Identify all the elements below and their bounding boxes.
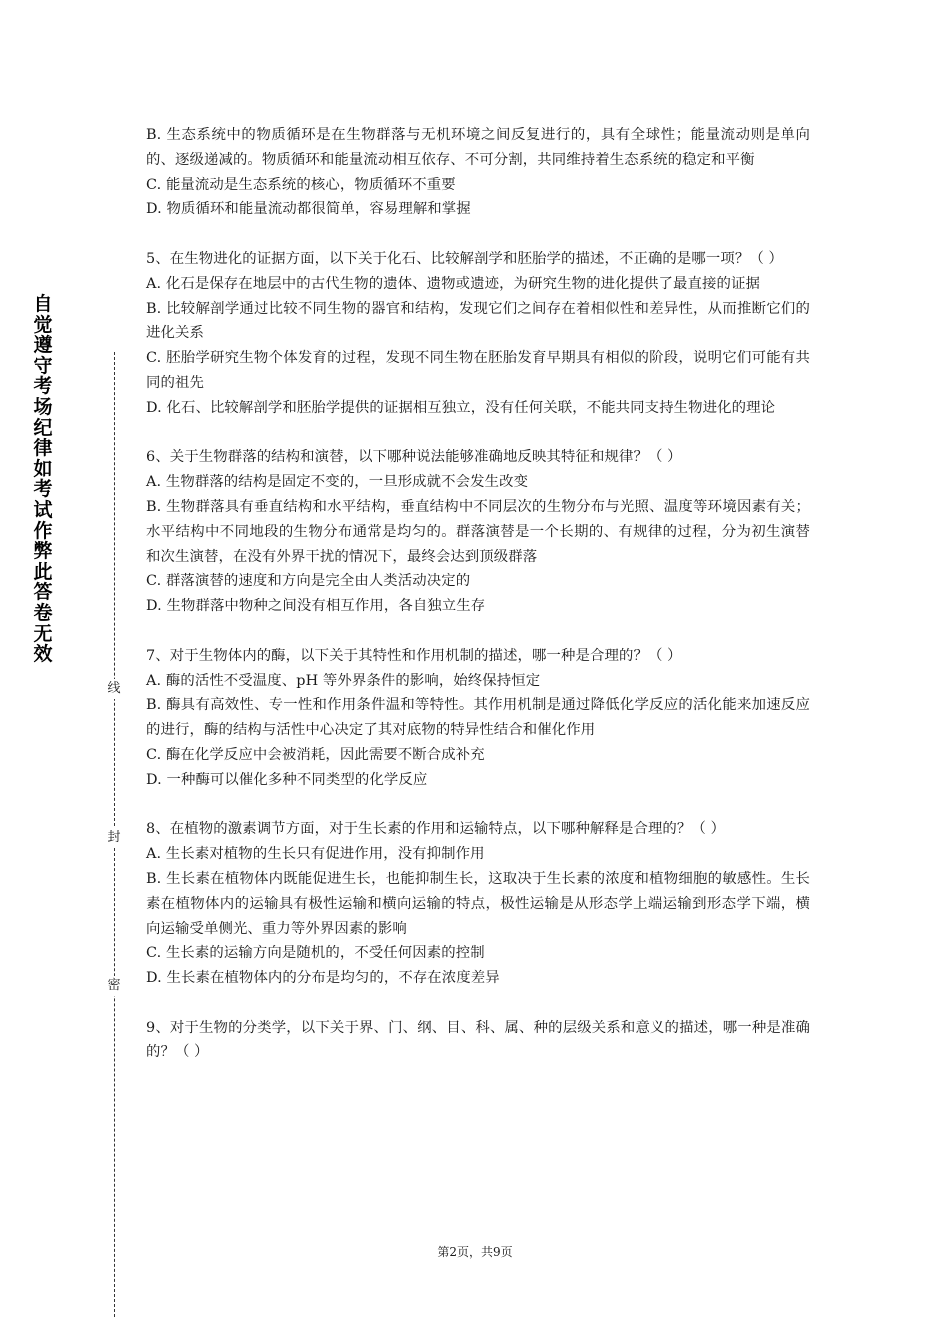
option-b: B. 生长素在植物体内既能促进生长，也能抑制生长，这取决于生长素的浓度和植物细胞的敏感性。生长素在植物体内的运输具有极性运输和横向运输的特点，极性运输是从形态学上端运输到形态学下端，横向运输受单侧光、重力等外界因素的影响 — [146, 870, 810, 937]
question-stem: 9、对于生物的分类学，以下关于界、门、纲、目、科、属、种的层级关系和意义的描述，哪一种是准确的？（ ） — [146, 1019, 810, 1061]
binding-seal-label: 封 — [106, 828, 122, 848]
option-c: C. 群落演替的速度和方向是完全由人类活动决定的 — [146, 573, 471, 590]
question-stem: 6、关于生物群落的结构和演替，以下哪种说法能够准确地反映其特征和规律？（ ） — [146, 449, 682, 466]
option-d: D. 物质循环和能量流动都很简单，容易理解和掌握 — [146, 201, 471, 218]
option-a: A. 化石是保存在地层中的古代生物的遗体、遗物或遗迹，为研究生物的进化提供了最直接的证据 — [146, 275, 760, 292]
question-9 — [146, 1016, 810, 1066]
option-b: B. 比较解剖学通过比较不同生物的器官和结构，发现它们之间存在着相似性和差异性，从而推断它们的进化关系 — [146, 300, 810, 342]
option-b: B. 生物群落具有垂直结构和水平结构，垂直结构中不同层次的生物分布与光照、温度等环境因素有关；水平结构中不同地段的生物分布通常是均匀的。群落演替是一个长期的、有规律的过程，分为初生演替和次生演替，在没有外界干扰的情况下，最终会达到顶级群落 — [146, 498, 810, 565]
option-b: B. 生态系统中的物质循环是在生物群落与无机环境之间反复进行的，具有全球性；能量流动则是单向的、逐级递减的。物质循环和能量流动相互依存、不可分割，共同维持着生态系统的稳定和平衡 — [146, 127, 810, 168]
option-c: C. 能量流动是生态系统的核心，物质循环不重要 — [146, 176, 456, 193]
question-7 — [146, 644, 810, 793]
question-5 — [146, 247, 810, 421]
page-number: 第2页，共9页 — [437, 1245, 513, 1259]
option-c: C. 酶在化学反应中会被消耗，因此需要不断合成补充 — [146, 746, 485, 763]
option-a: A. 生物群落的结构是固定不变的，一旦形成就不会发生改变 — [146, 474, 529, 491]
question-stem: 8、在植物的激素调节方面，对于生长素的作用和运输特点，以下哪种解释是合理的？（ ） — [146, 821, 726, 838]
option-d: D. 一种酶可以催化多种不同类型的化学反应 — [146, 771, 428, 788]
exam-content — [146, 123, 810, 1065]
option-a: A. 酶的活性不受温度、pH 等外界条件的影响，始终保持恒定 — [146, 672, 541, 689]
question-stem: 7、对于生物体内的酶，以下关于其特性和作用机制的描述，哪一种是合理的？（ ） — [146, 647, 682, 664]
option-c: C. 胚胎学研究生物个体发育的过程，发现不同生物在胚胎发育早期具有相似的阶段，说明它们可能有共同的祖先 — [146, 350, 810, 391]
option-d: D. 化石、比较解剖学和胚胎学提供的证据相互独立，没有任何关联，不能共同支持生物进化的理论 — [146, 399, 776, 416]
question-stem: 5、在生物进化的证据方面，以下关于化石、比较解剖学和胚胎学的描述，不正确的是哪一项？（ ） — [146, 250, 784, 267]
option-b: B. 酶具有高效性、专一性和作用条件温和等特性。其作用机制是通过降低化学反应的活化能来加速反应的进行，酶的结构与活性中心决定了其对底物的特异性结合和催化作用 — [146, 697, 810, 739]
binding-line-label: 线 — [106, 679, 122, 699]
question-6 — [146, 445, 810, 619]
question-4-continuation — [146, 123, 810, 222]
binding-secret-label: 密 — [106, 976, 122, 996]
option-c: C. 生长素的运输方向是随机的，不受任何因素的控制 — [146, 945, 485, 962]
option-d: D. 生长素在植物体内的分布是均匀的，不存在浓度差异 — [146, 970, 500, 987]
option-a: A. 生长素对植物的生长只有促进作用，没有抑制作用 — [146, 846, 485, 863]
exam-rule-notice: 自觉遵守考场纪律如考试作弊此答卷无效 — [33, 293, 53, 666]
option-d: D. 生物群落中物种之间没有相互作用，各自独立生存 — [146, 598, 486, 615]
question-8 — [146, 817, 810, 991]
